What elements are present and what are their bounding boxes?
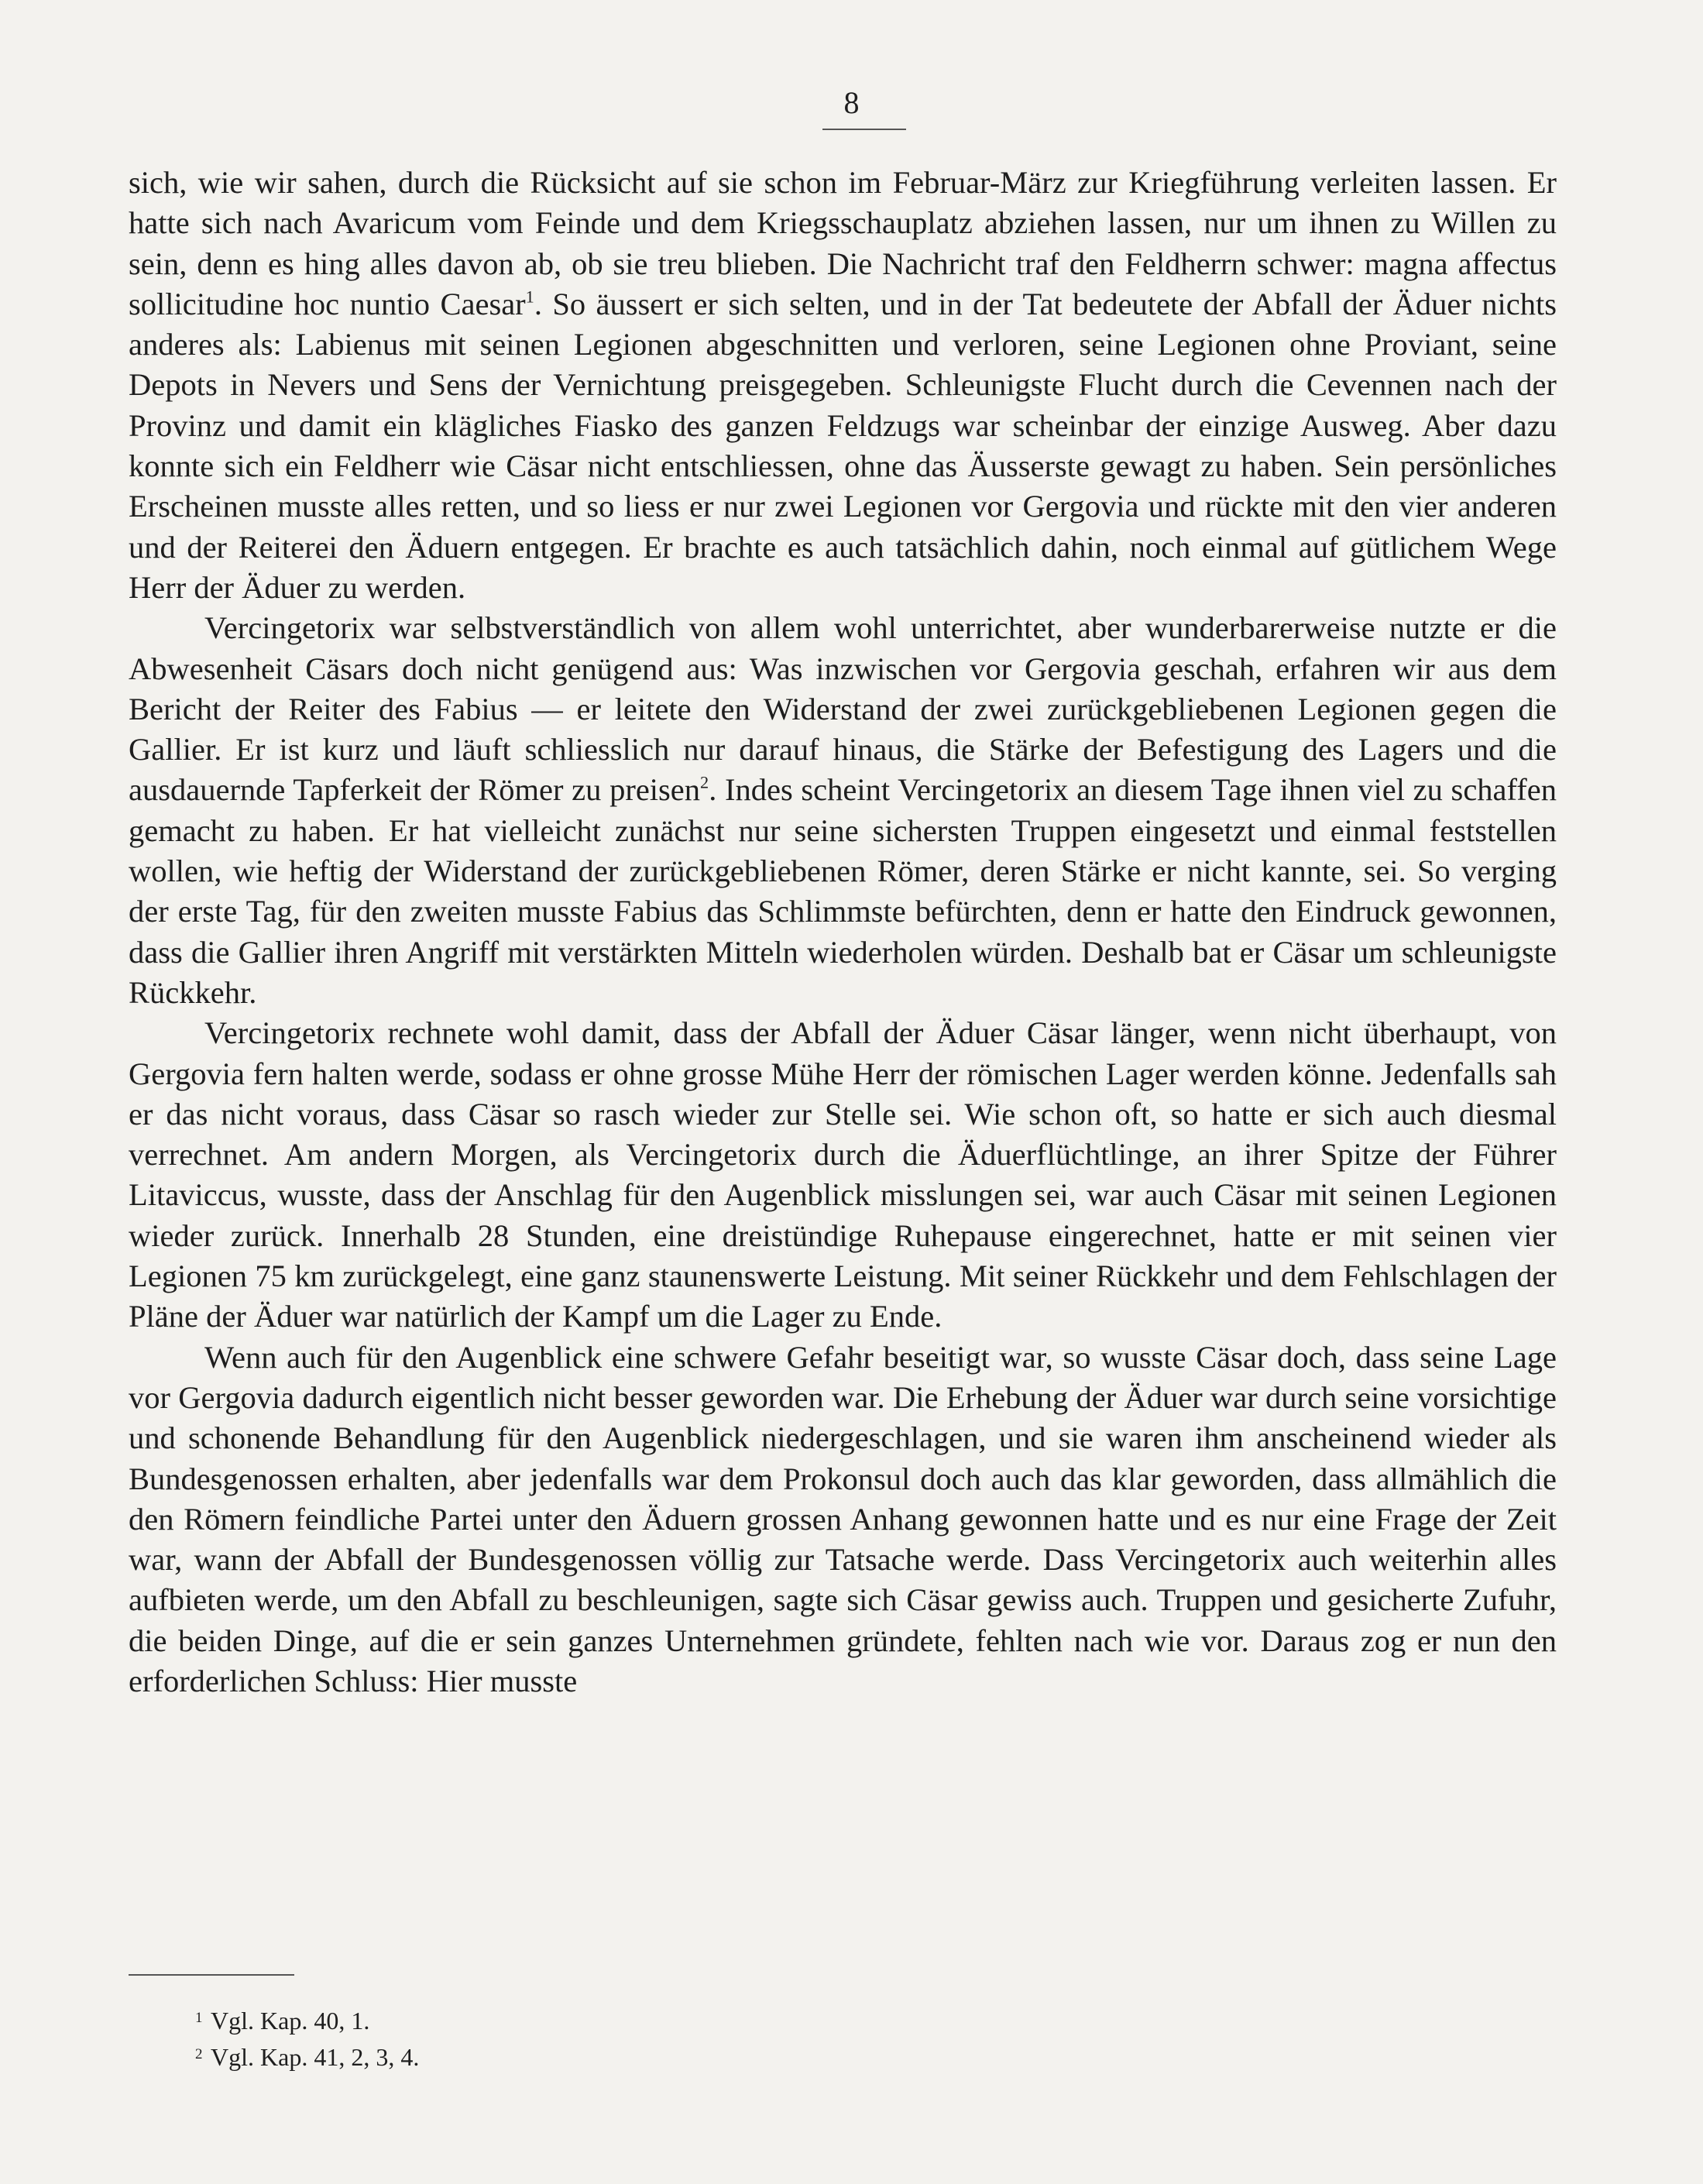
- paragraph-text: Vercingetorix war selbstverständlich von allem wohl unterrichtet, aber wunderbarerweise nutzte er die Abwesenheit Cäsars doch nicht genügend aus: Was inzwischen vor Gergovia geschah, erfahren wir aus dem Bericht der Reiter des Fabius — er leitete den Widerstand der zwei zurückgebliebenen Legionen gegen die Gallier. Er ist kurz und läuft schliesslich nur darauf hinaus, die Stärke der Befestigung des Lagers und die ausdauernde Tapferkeit der Römer zu preisen: [129, 610, 1557, 808]
- footnote-text: Vgl. Kap. 41, 2, 3, 4.: [211, 2043, 420, 2071]
- footnotes: [195, 2003, 420, 2076]
- paragraph-text: Wenn auch für den Augenblick eine schwere Gefahr beseitigt war, so wusste Cäsar doch, dass seine Lage vor Gergovia dadurch eigentlich nicht besser geworden war. Die Erhebung der Äduer war durch seine vorsichtige und schonende Behandlung für den Augenblick niedergeschlagen, und sie waren ihm anscheinend wieder als Bundesgenossen erhalten, aber jedenfalls war dem Prokonsul doch auch das klar geworden, dass allmählich die den Römern feindliche Partei unter den Äduern grossen Anhang gewonnen hatte und es nur eine Frage der Zeit war, wann der Abfall der Bundesgenossen völlig zur Tatsache werde. Dass Vercingetorix auch weiterhin alles aufbieten werde, um den Abfall zu beschleunigen, sagte sich Cäsar gewiss auch. Truppen und gesicherte Zufuhr, die beiden Dinge, auf die er sein ganzes Unternehmen gründete, fehlten nach wie vor. Daraus zog er nun den erforderlichen Schluss: Hier musste: [129, 1339, 1557, 1698]
- footnote-rule: [129, 1974, 294, 1976]
- footnote-reference: 2: [700, 772, 709, 792]
- footnote-reference: 1: [525, 287, 534, 307]
- footnote: [195, 2003, 419, 2039]
- footnote-mark: 1: [195, 2010, 203, 2026]
- page-number-rule: [822, 129, 906, 130]
- footnote: [195, 2039, 420, 2076]
- paragraph: [129, 1338, 1557, 1702]
- paragraph-text: . So äussert er sich selten, und in der Tat bedeutete der Abfall der Äduer nichts anderes als: Labienus mit seinen Legionen abgeschnitten und verloren, seine Legionen ohne Proviant, seine Depots in Nevers und Sens der Vernichtung preisgegeben. Schleunigste Flucht durch die Cevennen nach der Provinz und damit ein klägliches Fiasko des ganzen Feldzugs war scheinbar der einzige Ausweg. Aber dazu konnte sich ein Feldherr wie Cäsar nicht entschliessen, ohne das Äusserste gewagt zu haben. Sein persönliches Erscheinen musste alles retten, und so liess er nur zwei Legionen vor Gergovia und rückte mit den vier anderen und der Reiterei den Äduern entgegen. Er brachte es auch tatsächlich dahin, noch einmal auf gütlichem Wege Herr der Äduer zu werden.: [129, 286, 1557, 605]
- paragraph: [129, 163, 1557, 608]
- paragraph: [129, 608, 1557, 1013]
- page-number: 8: [843, 85, 860, 120]
- footnote-mark: 2: [195, 2046, 203, 2062]
- paragraph: [129, 1013, 1557, 1337]
- footnote-text: Vgl. Kap. 40, 1.: [211, 2007, 370, 2035]
- paragraph-text: sich, wie wir sahen, durch die Rücksicht auf sie schon im Februar-März zur Kriegführung verleiten lassen. Er hatte sich nach Avaricum vom Feinde und dem Kriegsschauplatz abziehen lassen, nur um ihnen zu Willen zu sein, denn es hing alles davon ab, ob sie treu blieben. Die Nachricht traf den Feldherrn schwer: magna affectus sollicitudine hoc nuntio Caesar: [129, 165, 1557, 321]
- body-text: [129, 163, 1557, 1702]
- paragraph-text: Vercingetorix rechnete wohl damit, dass der Abfall der Äduer Cäsar länger, wenn nicht überhaupt, von Gergovia fern halten werde, sodass er ohne grosse Mühe Herr der römischen Lager werden könne. Jedenfalls sah er das nicht voraus, dass Cäsar so rasch wieder zur Stelle sei. Wie schon oft, so hatte er sich auch diesmal verrechnet. Am andern Morgen, als Vercingetorix durch die Äduerflüchtlinge, an ihrer Spitze der Führer Litaviccus, wusste, dass der Anschlag für den Augenblick misslungen sei, war auch Cäsar mit seinen Legionen wieder zurück. Innerhalb 28 Stunden, eine dreistündige Ruhepause eingerechnet, hatte er mit seinen vier Legionen 75 km zurückgelegt, eine ganz staunenswerte Leistung. Mit seiner Rückkehr und dem Fehlschlagen der Pläne der Äduer war natürlich der Kampf um die Lager zu Ende.: [129, 1015, 1557, 1334]
- paragraph-text: . Indes scheint Vercingetorix an diesem Tage ihnen viel zu schaffen gemacht zu haben. Er hat vielleicht zunächst nur seine sichersten Truppen eingesetzt und einmal feststellen wollen, wie heftig der Widerstand der zurückgebliebenen Römer, deren Stärke er nicht kannte, sei. So verging der erste Tag, für den zweiten musste Fabius das Schlimmste befürchten, denn er hatte den Eindruck gewonnen, dass die Gallier ihren Angriff mit verstärkten Mitteln wiederholen würden. Deshalb bat er Cäsar um schleunigste Rückkehr.: [129, 772, 1557, 1010]
